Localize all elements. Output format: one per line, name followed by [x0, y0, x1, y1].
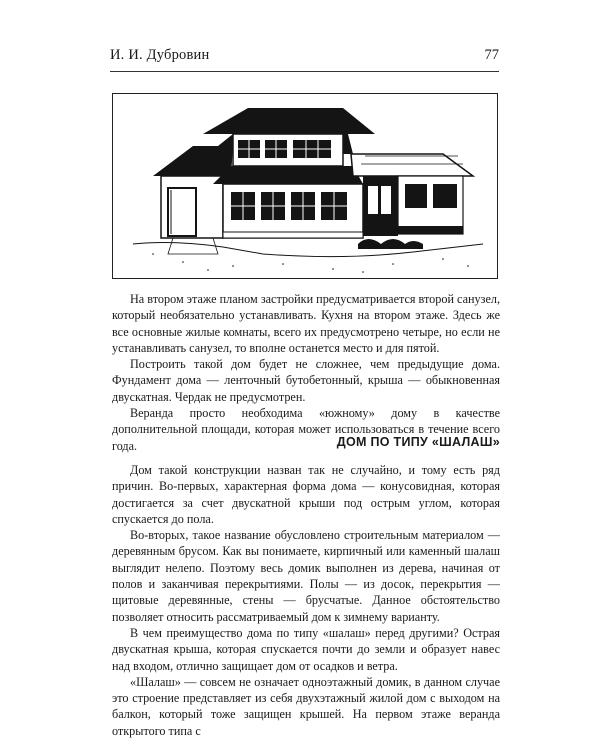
house-illustration: [112, 93, 498, 279]
paragraph: Дом такой конструкции назван так не случайно, и тому есть ряд причин. Во-первых, характерная форма дома — конусовидная, которая достигается за счет двускатной крыши под острым углом, которая спускается до пола.: [112, 463, 500, 526]
paragraph: Веранда просто необходима «южному» дому в качестве дополнительной площади, которая может использоваться в течение всего года.: [112, 406, 500, 453]
section-heading: ДОМ ПО ТИПУ «ШАЛАШ»: [336, 435, 500, 449]
header-rule: [110, 71, 499, 72]
paragraph: Построить такой дом будет не сложнее, чем предыдущие дома. Фундамент дома — ленточный бутобетонный, крыша — обыкновенная двускатная. Чердак не предусмотрен.: [112, 357, 500, 404]
paragraph: «Шалаш» — совсем не означает одноэтажный домик, в данном случае это строение представляет из себя двухэтажный жилой дом с выходом на балкон, который тоже защищен крышей. На первом этаже веранда открытого типа с: [112, 674, 500, 738]
running-header: [110, 47, 499, 65]
header-author: И. И. Дубровин: [110, 47, 210, 63]
section1-text: [112, 291, 500, 454]
paragraph: В чем преимущество дома по типу «шалаш» перед другими? Острая двускатная крыша, которая спускается почти до земли и образует навес над входом, отлично защищает дом от осадков и ветра.: [112, 625, 500, 673]
section2-text: [112, 462, 500, 739]
paragraph: Во-вторых, такое название обусловлено строительным материалом — деревянным брусом. Как вы понимаете, кирпичный или каменный шалаш выглядит нелепо. Поэтому весь домик выполнен из дерева, начиная от полов и заканчивая перекрытиями. Полы — из досок, перекрытия — щитовые деревянные, стены — брусчатые. Данное обстоятельство позволяет относить рассматриваемый дом к зимнему варианту.: [112, 528, 500, 624]
paragraph: На втором этаже планом застройки предусматривается второй санузел, который необязательно устанавливать. Кухня на втором этаже. Здесь же все основные жилые комнаты, всего их предусмотрено четыре, но если не устанавливать санузел, то вполне останется место и для пятой.: [112, 292, 500, 355]
page-number: 77: [484, 47, 499, 63]
